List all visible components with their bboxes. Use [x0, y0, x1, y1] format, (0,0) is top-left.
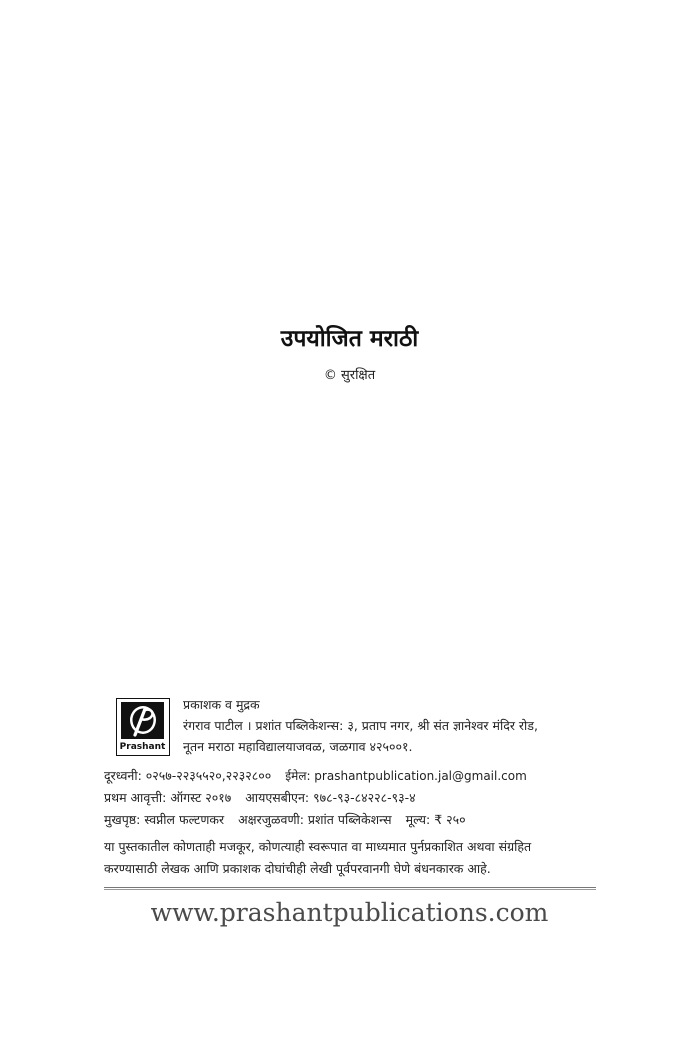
book-price: मूल्य: ₹ २५०: [405, 812, 466, 827]
copyright-notice: © सुरक्षित: [323, 368, 376, 383]
isbn-info: आयएसबीएन: ९७८-९३-८४२२८-९३-४: [245, 790, 416, 805]
divider-rule: [104, 887, 596, 890]
publisher-website: www.prashantpublications.com: [150, 898, 549, 927]
typesetting-credit: अक्षरजुळवणी: प्रशांत पब्लिकेशन्स: [238, 812, 392, 827]
publisher-heading: प्रकाशक व मुद्रक: [183, 697, 260, 712]
phone-numbers: दूरध्वनी: ०२५७-२२३५५२०,२२३२८००: [104, 768, 272, 783]
copyright-disclaimer: [104, 836, 604, 880]
publisher-logo: [116, 698, 170, 756]
publisher-address-line-2: नूतन मराठा महाविद्यालयाजवळ, जळगाव ४२५००१.: [183, 739, 413, 754]
prashant-p-logo-icon: [121, 702, 164, 739]
email-address: ईमेल: prashantpublication.jal@gmail.com: [285, 769, 527, 783]
edition-info: प्रथम आवृत्ती: ऑगस्ट २०१७: [104, 790, 232, 805]
cover-designer: मुखपृष्ठ: स्वप्नील फल्टणकर: [104, 812, 225, 827]
logo-text: Prashant: [119, 742, 166, 752]
publisher-block: [183, 694, 603, 757]
book-title: उपयोजित मराठी: [280, 326, 419, 352]
disclaimer-line-2: करण्यासाठी लेखक आणि प्रकाशक दोघांचीही लेखी पूर्वपरवानगी घेणे बंधनकारक आहे.: [104, 861, 491, 876]
book-info-block: [104, 765, 604, 831]
publisher-address-line-1: रंगराव पाटील । प्रशांत पब्लिकेशन्स: ३, प्रताप नगर, श्री संत ज्ञानेश्वर मंदिर रोड,: [183, 718, 538, 733]
disclaimer-line-1: या पुस्तकातील कोणताही मजकूर, कोणत्याही स्वरूपात वा माध्यमात पुर्नप्रकाशित अथवा संग्रहित: [104, 839, 532, 854]
